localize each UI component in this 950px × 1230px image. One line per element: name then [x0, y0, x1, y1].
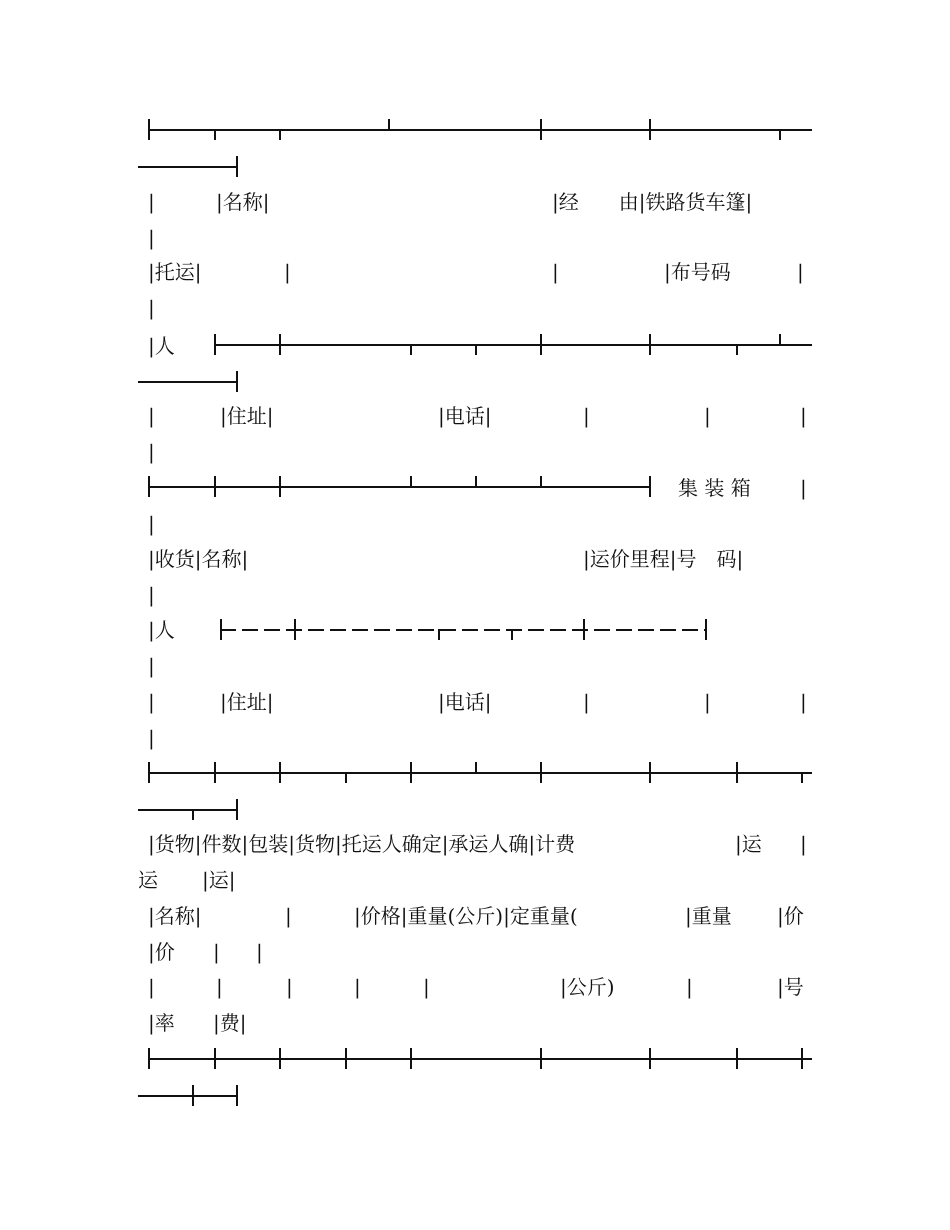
form-cell-text: |人 [148, 334, 175, 358]
border-dash [506, 629, 522, 631]
form-text-line [0, 398, 950, 434]
border-junction [705, 619, 707, 640]
border-junction [540, 1048, 542, 1069]
border-horizontal [138, 1095, 237, 1097]
form-text-line [0, 862, 950, 898]
border-junction [736, 344, 738, 355]
form-cell-text: | [686, 975, 693, 999]
form-cell-text: |货物|件数|包装|货物|托运人确定|承运人确|计费 [148, 832, 576, 856]
border-junction [779, 129, 781, 140]
border-dash [264, 629, 280, 631]
form-cell-text: | [423, 975, 430, 999]
border-junction [649, 119, 651, 140]
form-text-line [0, 898, 950, 934]
border-horizontal [138, 381, 237, 383]
border-dash [594, 629, 610, 631]
table-border-line [0, 472, 950, 502]
form-cell-text: |收货|名称| [148, 547, 249, 571]
form-cell-text: | [284, 260, 291, 284]
border-horizontal [148, 1058, 812, 1060]
border-junction [736, 762, 738, 783]
border-junction [511, 629, 513, 640]
form-cell-text: |运 [735, 832, 762, 856]
border-junction [388, 119, 390, 130]
border-horizontal [138, 809, 237, 811]
form-cell-text: | [148, 226, 155, 250]
table-border-line [0, 152, 950, 182]
border-junction [279, 476, 281, 497]
border-junction [410, 476, 412, 487]
border-junction [540, 476, 542, 487]
border-junction [236, 156, 238, 177]
border-dash [682, 629, 698, 631]
form-cell-text: 运 [138, 868, 158, 892]
border-junction [540, 334, 542, 355]
border-dash [572, 629, 588, 631]
border-dash [484, 629, 500, 631]
table-border-line [0, 115, 950, 145]
border-dash [308, 629, 324, 631]
table-border-line [0, 1081, 950, 1111]
table-border-line [0, 1044, 950, 1074]
form-cell-text: |名称| [148, 904, 202, 928]
form-cell-text: | [256, 940, 263, 964]
form-cell-text: |重量 [685, 904, 732, 928]
border-junction [214, 1048, 216, 1069]
form-cell-text: | [286, 975, 293, 999]
border-dash [220, 629, 236, 631]
form-cell-text: | [285, 904, 292, 928]
border-dash [396, 629, 412, 631]
border-junction [148, 1048, 150, 1069]
form-cell-text: | [797, 260, 804, 284]
border-dash [352, 629, 368, 631]
form-cell-text: |号 [777, 975, 804, 999]
border-junction [438, 629, 440, 640]
border-junction [410, 1048, 412, 1069]
form-cell-text: | [552, 260, 559, 284]
border-junction [475, 476, 477, 487]
border-junction [148, 476, 150, 497]
form-cell-text: |住址| [220, 404, 274, 428]
border-junction [649, 1048, 651, 1069]
form-cell-text: |经 由|铁路货车篷| [552, 190, 753, 214]
form-cell-text: |价 [148, 940, 175, 964]
form-text-line [0, 648, 950, 684]
form-cell-text: | [213, 940, 220, 964]
border-junction [583, 619, 585, 640]
form-cell-text: |公斤) [560, 975, 615, 999]
border-junction [801, 1048, 803, 1069]
form-text-line [0, 720, 950, 756]
form-cell-text: | [148, 654, 155, 678]
form-text-line [0, 290, 950, 326]
border-dash [242, 629, 258, 631]
border-horizontal [148, 772, 812, 774]
form-cell-text: | [583, 690, 590, 714]
border-junction [649, 334, 651, 355]
form-cell-text: | [800, 476, 807, 500]
form-cell-text: | [148, 975, 155, 999]
table-border-line [0, 795, 950, 825]
border-junction [779, 334, 781, 345]
border-junction [410, 344, 412, 355]
form-cell-text: |运价里程|号 码| [583, 547, 744, 571]
form-text-line [0, 577, 950, 613]
form-cell-text: |价格|重量(公斤)|定重量( [354, 904, 578, 928]
form-cell-text: | [800, 404, 807, 428]
border-dash [374, 629, 390, 631]
border-dash [550, 629, 566, 631]
border-junction [345, 772, 347, 783]
form-text-line [0, 506, 950, 542]
border-junction [279, 762, 281, 783]
border-junction [475, 344, 477, 355]
form-cell-text: | [148, 583, 155, 607]
border-junction [214, 334, 216, 355]
border-junction [279, 1048, 281, 1069]
form-cell-text: | [148, 726, 155, 750]
form-text-line [0, 541, 950, 577]
border-dash [440, 629, 456, 631]
form-text-line [0, 184, 950, 220]
form-cell-text: |电话| [438, 690, 492, 714]
table-border-line [0, 330, 950, 360]
form-cell-text: | [216, 975, 223, 999]
form-cell-text: |人 [148, 618, 175, 642]
form-cell-text: |费| [213, 1011, 247, 1035]
border-junction [540, 762, 542, 783]
border-junction [192, 809, 194, 820]
border-horizontal [138, 166, 237, 168]
form-text-line [0, 254, 950, 290]
border-dash [462, 629, 478, 631]
border-junction [214, 476, 216, 497]
border-junction [649, 476, 651, 497]
form-cell-text: | [800, 832, 807, 856]
border-junction [345, 1048, 347, 1069]
form-cell-text: |托运| [148, 260, 202, 284]
form-text-line [0, 684, 950, 720]
border-junction [148, 119, 150, 140]
border-dash [638, 629, 654, 631]
border-junction [214, 762, 216, 783]
form-cell-text: |电话| [438, 404, 492, 428]
form-cell-text: | [148, 190, 155, 214]
table-border-line [0, 367, 950, 397]
form-cell-text: |价 [777, 904, 804, 928]
border-dash [418, 629, 434, 631]
form-cell-text: |率 [148, 1011, 175, 1035]
border-dash [616, 629, 632, 631]
border-junction [279, 334, 281, 355]
border-horizontal [214, 344, 812, 346]
form-cell-text: |名称| [216, 190, 270, 214]
form-cell-text: | [704, 404, 711, 428]
form-cell-text: |布号码 [664, 260, 731, 284]
border-horizontal [148, 486, 650, 488]
form-cell-text: | [148, 440, 155, 464]
border-junction [540, 119, 542, 140]
border-junction [736, 1048, 738, 1069]
border-junction [236, 371, 238, 392]
border-junction [649, 762, 651, 783]
border-junction [410, 762, 412, 783]
border-dash [330, 629, 346, 631]
table-border-line [0, 758, 950, 788]
form-text-line [0, 434, 950, 470]
form-text-line [0, 1005, 950, 1041]
border-horizontal [148, 129, 812, 131]
form-cell-text: |住址| [220, 690, 274, 714]
border-junction [236, 799, 238, 820]
border-dash [528, 629, 544, 631]
form-text-line [0, 220, 950, 256]
border-junction [148, 762, 150, 783]
form-cell-text: | [148, 690, 155, 714]
border-junction [294, 619, 296, 640]
border-dash [660, 629, 676, 631]
form-cell-text: | [704, 690, 711, 714]
form-cell-text: | [148, 404, 155, 428]
form-cell-text: | [583, 404, 590, 428]
form-text-line [0, 969, 950, 1005]
form-text-line [0, 934, 950, 970]
table-border-line [0, 615, 950, 645]
border-junction [214, 129, 216, 140]
form-cell-text: | [148, 296, 155, 320]
form-cell-text: 集 装 箱 [678, 476, 751, 500]
border-junction [192, 1085, 194, 1106]
border-junction [801, 772, 803, 783]
border-junction [236, 1085, 238, 1106]
form-cell-text: | [800, 690, 807, 714]
form-cell-text: | [354, 975, 361, 999]
form-text-line [0, 826, 950, 862]
border-junction [475, 762, 477, 773]
form-cell-text: |运| [202, 868, 236, 892]
border-junction [220, 619, 222, 640]
border-junction [279, 129, 281, 140]
form-cell-text: | [148, 512, 155, 536]
